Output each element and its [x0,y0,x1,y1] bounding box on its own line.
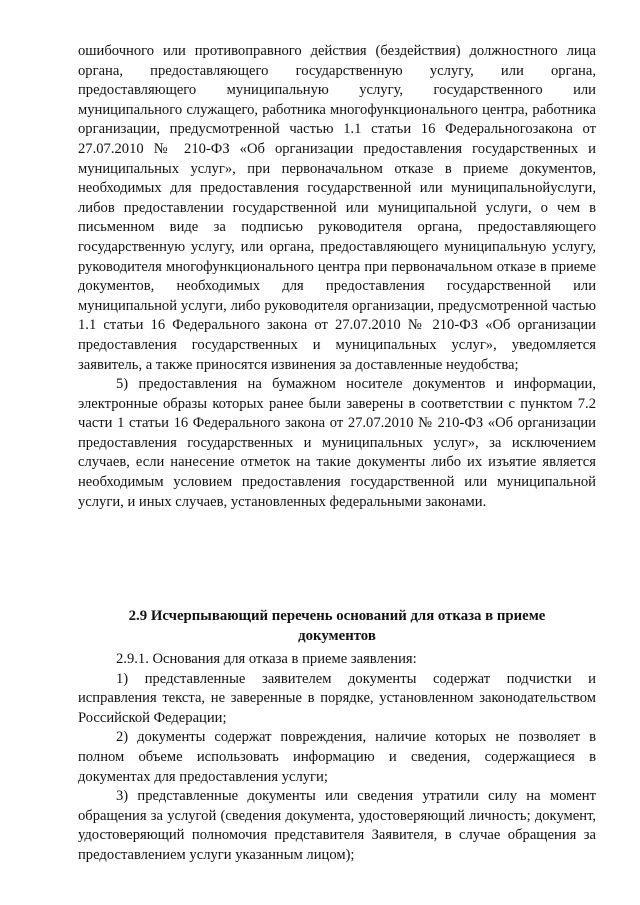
continuation-paragraph: ошибочного или противоправного действия (бездействия) должностного лица органа, предоставляющего государственную услугу, или органа, предоставляющего муниципальную услугу, государственного или муниципального служащего, работника многофункционального центра, работника организации, предусмотренной частью 1.1 статьи 16 Федеральногозакона от 27.07.2010 № 210-ФЗ «Об организации предоставления государственных и муниципальных услуг», при первоначальном отказе в приеме документов, необходимых для предоставления государственной или муниципальнойуслуги, либов предоставлении государственной или муниципальной услуги, о чем в письменном виде за подписью руководителя органа, предоставляющего государственную услугу, или органа, предоставляющего муниципальную услугу, руководителя многофункционального центра при первоначальном отказе в приеме документов, необходимых для предоставления государственной или муниципальной услуги, либо руководителя организации, предусмотренной частью 1.1 статьи 16 Федерального закона от 27.07.2010 № 210-ФЗ «Об организации предоставления государственных и муниципальных услуг», уведомляется заявитель, а также приносятся извинения за доставленные неудобства; [78,43,596,373]
body-text-upper [78,42,596,512]
reason-3-paragraph: 3) представленные документы или сведения утратили силу на момент обращения за услугой (сведения документа, удостоверяющий личность; документ, удостоверяющий полномочия представителя Заявителя, в случае обращения за предоставлением услуги указанным лицом); [78,788,596,863]
section-heading [78,607,596,646]
body-text-lower [78,650,596,866]
section-heading-line1: 2.9 Исчерпывающий перечень оснований для отказа в приеме [128,608,546,624]
clause-2-9-1: 2.9.1. Основания для отказа в приеме заявления: [116,651,417,667]
section-heading-line2: документов [298,627,376,644]
reason-1-paragraph: 1) представленные заявителем документы содержат подчистки и исправления текста, не заверенные в порядке, установленном законодательством Российской Федерации; [78,670,596,726]
reason-2-paragraph: 2) документы содержат повреждения, наличие которых не позволяет в полном объеме использовать информацию и сведения, содержащиеся в документах для предоставления услуги; [78,729,596,785]
item-5-paragraph: 5) предоставления на бумажном носителе документов и информации, электронные образы которых ранее были заверены в соответствии с пунктом 7.2 части 1 статьи 16 Федерального закона от 27.07.2010 № 210-ФЗ «Об организации предоставления государственных и муниципальных услуг», за исключением случаев, если нанесение отметок на такие документы либо их изъятие является необходимым условием предоставления государственной или муниципальной услуги, и иных случаев, установленных федеральными законами. [78,376,596,510]
